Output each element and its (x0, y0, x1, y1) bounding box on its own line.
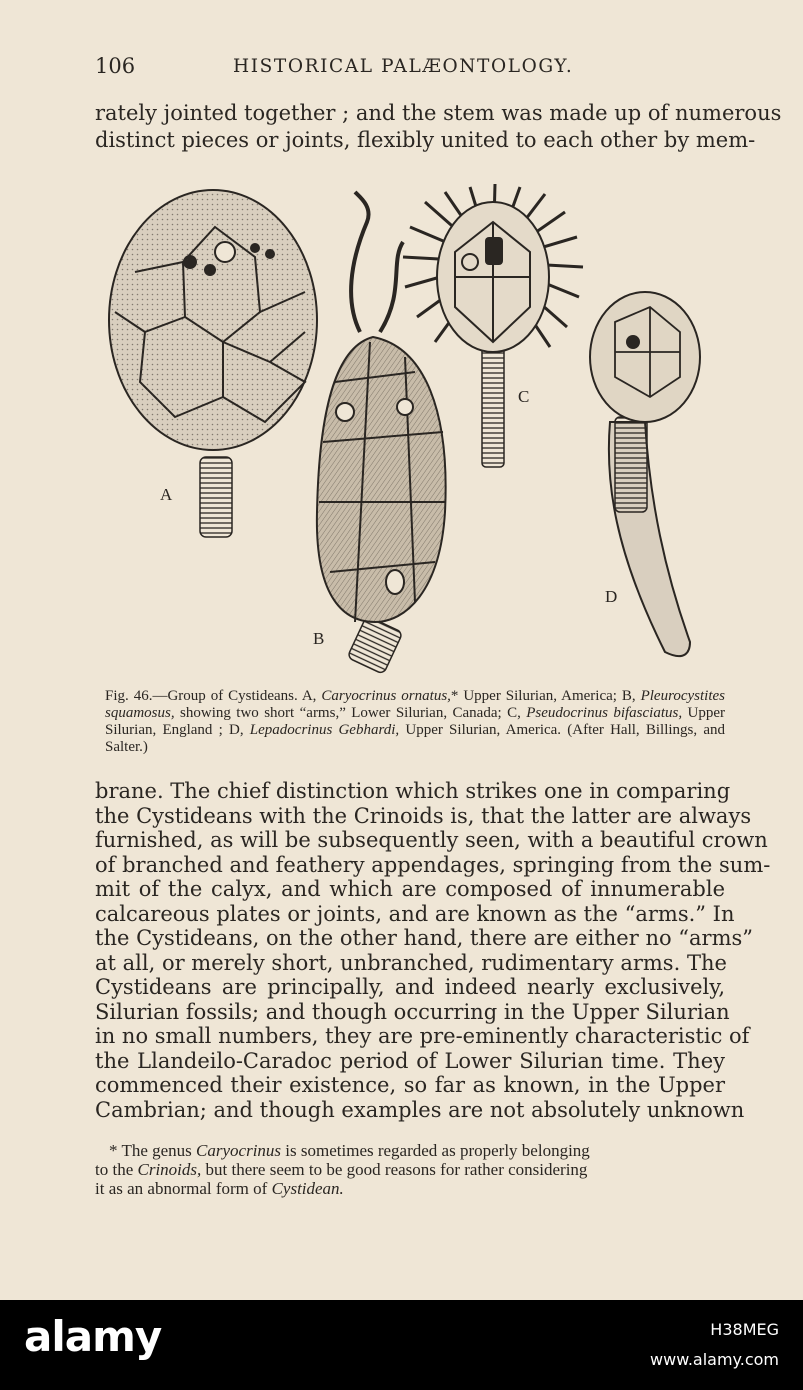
text-line: Silurian fossils; and though occurring in the Upper Silurian (95, 999, 730, 1024)
text-line: distinct pieces or joints, flexibly united to each other by mem- (95, 128, 756, 152)
caption-fig: Fig. 46.—Group of Cystideans. (105, 688, 298, 704)
footnote-line (95, 1141, 725, 1160)
text-line: Cambrian; and though examples are not absolutely unknown (95, 1097, 745, 1122)
watermark-url: www.alamy.com (650, 1350, 779, 1369)
caption-species-c: Pseudocrinus bifasciatus, (526, 705, 683, 721)
text-line: at all, or merely short, unbranched, rudimentary arms. The (95, 950, 727, 975)
footnote-text: but there seem to be good reasons for rather considering (205, 1160, 588, 1179)
footnote-text: to the (95, 1160, 134, 1179)
footnote-line (95, 1179, 725, 1198)
caption-letter-b: B, (621, 688, 636, 704)
text-line: brane. The chief distinction which strikes one in comparing (95, 779, 731, 803)
footnote-line (95, 1160, 725, 1179)
text-line: the Llandeilo-Caradoc period of Lower Silurian time. They (95, 1048, 725, 1073)
caption-letter-a: A, (301, 688, 317, 704)
label-a: A (160, 485, 173, 504)
text-line: calcareous plates or joints, and are known as the “arms.” In (95, 901, 735, 926)
caption-species-b: Pleurocystites squamosus, (105, 688, 725, 721)
text-line: Cystideans are principally, and indeed nearly exclusively, (95, 975, 725, 999)
footnote-text: is sometimes regarded as properly belonging (285, 1141, 590, 1160)
caption-text-c: Upper Silurian, England ; D, (105, 705, 726, 738)
fossil-b (317, 192, 446, 674)
label-d: D (605, 587, 618, 606)
text-line: mit of the calyx, and which are composed of innumerable (95, 877, 725, 901)
footnote-cystidean: Cystidean. (271, 1179, 344, 1198)
fossil-a (109, 190, 317, 537)
running-title: HISTORICAL PALÆONTOLOGY. (233, 56, 574, 77)
footnote-text: * The genus (109, 1141, 192, 1160)
caption-species-a: Caryocrinus ornatus, (321, 688, 451, 704)
top-paragraph (95, 100, 782, 154)
footnote-crinoids: Crinoids, (137, 1160, 202, 1179)
text-line: of branched and feathery appendages, springing from the sum- (95, 852, 771, 877)
caption-text-d: Upper Silurian, America. (After Hall, Billings, and Salter.) (105, 722, 725, 755)
figure-cystideans (105, 182, 725, 682)
text-line: rately jointed together ; and the stem was made up of numerous (95, 101, 782, 125)
body-paragraph (95, 779, 771, 1122)
label-c: C (518, 387, 530, 406)
caption-species-d: Lepadocrinus Gebhardi, (249, 722, 400, 738)
watermark-image-id: H38MEG (710, 1320, 779, 1339)
footnote-text: it as an abnormal form of (95, 1179, 268, 1198)
caption-text-a: * Upper Silurian, America; (450, 688, 617, 704)
page-number: 106 (95, 54, 136, 78)
footnote (95, 1141, 725, 1198)
page-header (95, 54, 723, 84)
caption-text-b: showing two short “arms,” Lower Silurian, Canada; C, (180, 705, 521, 721)
watermark-banner (0, 1300, 803, 1390)
text-line: commenced their existence, so far as known, in the Upper (95, 1073, 725, 1097)
watermark-brand: alamy (24, 1312, 162, 1361)
text-line: in no small numbers, they are pre-eminently characteristic of (95, 1024, 750, 1048)
label-b: B (313, 629, 325, 648)
footnote-genus: Caryocrinus (196, 1141, 282, 1160)
text-line: furnished, as will be subsequently seen, with a beautiful crown (95, 828, 768, 852)
text-line: the Cystideans with the Crinoids is, that the latter are always (95, 803, 752, 828)
text-line: the Cystideans, on the other hand, there are either no “arms” (95, 926, 754, 950)
cystidean-engraving (105, 182, 725, 682)
figure-caption (105, 688, 725, 756)
